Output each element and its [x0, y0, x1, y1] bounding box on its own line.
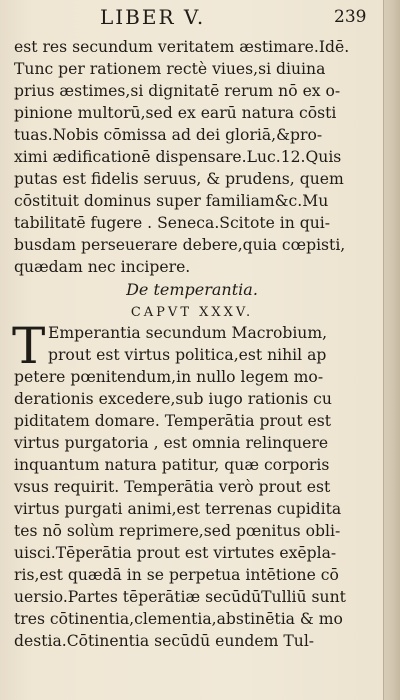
drop-capital: T [12, 317, 46, 375]
running-title: LIBER V. [100, 5, 206, 29]
text-line: prout est virtus politica,est nihil ap [48, 346, 327, 364]
folio-number: 239 [334, 7, 367, 27]
text-line: destia.Cōtinentia secūdū eundem Tul- [14, 632, 315, 650]
text-line: tuas.Nobis cōmissa ad dei gloriā,&pro- [14, 126, 323, 144]
text-line: cōstituit dominus super familiam&c.Mu [14, 192, 329, 210]
body-text [14, 36, 370, 652]
text-line: virtus purgatoria , est omnia relinquere [14, 434, 329, 452]
text-line: pinione multorū,sed ex earū natura cōsti [14, 104, 337, 122]
text-line: Emperantia secundum Macrobium, [48, 324, 328, 342]
text-line: uisci.Tēperātia prout est virtutes exēpla- [14, 544, 337, 562]
text-line: Tunc per rationem rectè viues,si diuina [14, 60, 326, 78]
text-line: petere pœnitendum,in nullo legem mo- [14, 368, 324, 386]
text-line: prius æstimes,si dignitatē rerum nō ex o- [14, 82, 341, 100]
text-line: busdam perseuerare debere,quia cœpisti, [14, 236, 346, 254]
text-line: tres cōtinentia,clementia,abstinētia & mo [14, 610, 343, 628]
text-line: vsus requirit. Temperātia verò prout est [14, 478, 331, 496]
text-line: tabilitatē fugere . Seneca.Scitote in qui- [14, 214, 331, 232]
running-head [0, 3, 383, 29]
section-subheading: De temperantia. [126, 280, 258, 299]
text-line: piditatem domare. Temperātia prout est [14, 412, 332, 430]
text-line: ris,est quædā in se perpetua intētione cō [14, 566, 339, 584]
text-line: virtus purgati animi,est terrenas cupidita [14, 500, 342, 518]
text-line: derationis excedere,sub iugo rationis cu [14, 390, 332, 408]
text-line: ximi ædificationē dispensare.Luc.12.Quis [14, 148, 342, 166]
text-line: uersio.Partes tēperātiæ secūdūTulliū sunt [14, 588, 346, 606]
text-line: inquantum natura patitur, quæ corporis [14, 456, 330, 474]
chapter-heading: CAPVT XXXV. [130, 305, 254, 320]
chapter-opening [12, 317, 370, 375]
page-edge [383, 0, 400, 700]
text-line: tes nō solùm reprimere,sed pœnitus obli- [14, 522, 341, 540]
text-line: putas est fidelis seruus, & prudens, quem [14, 170, 344, 188]
text-line: est res secundum veritatem æstimare.Idē. [14, 38, 350, 56]
text-line: quædam nec incipere. [14, 258, 191, 276]
